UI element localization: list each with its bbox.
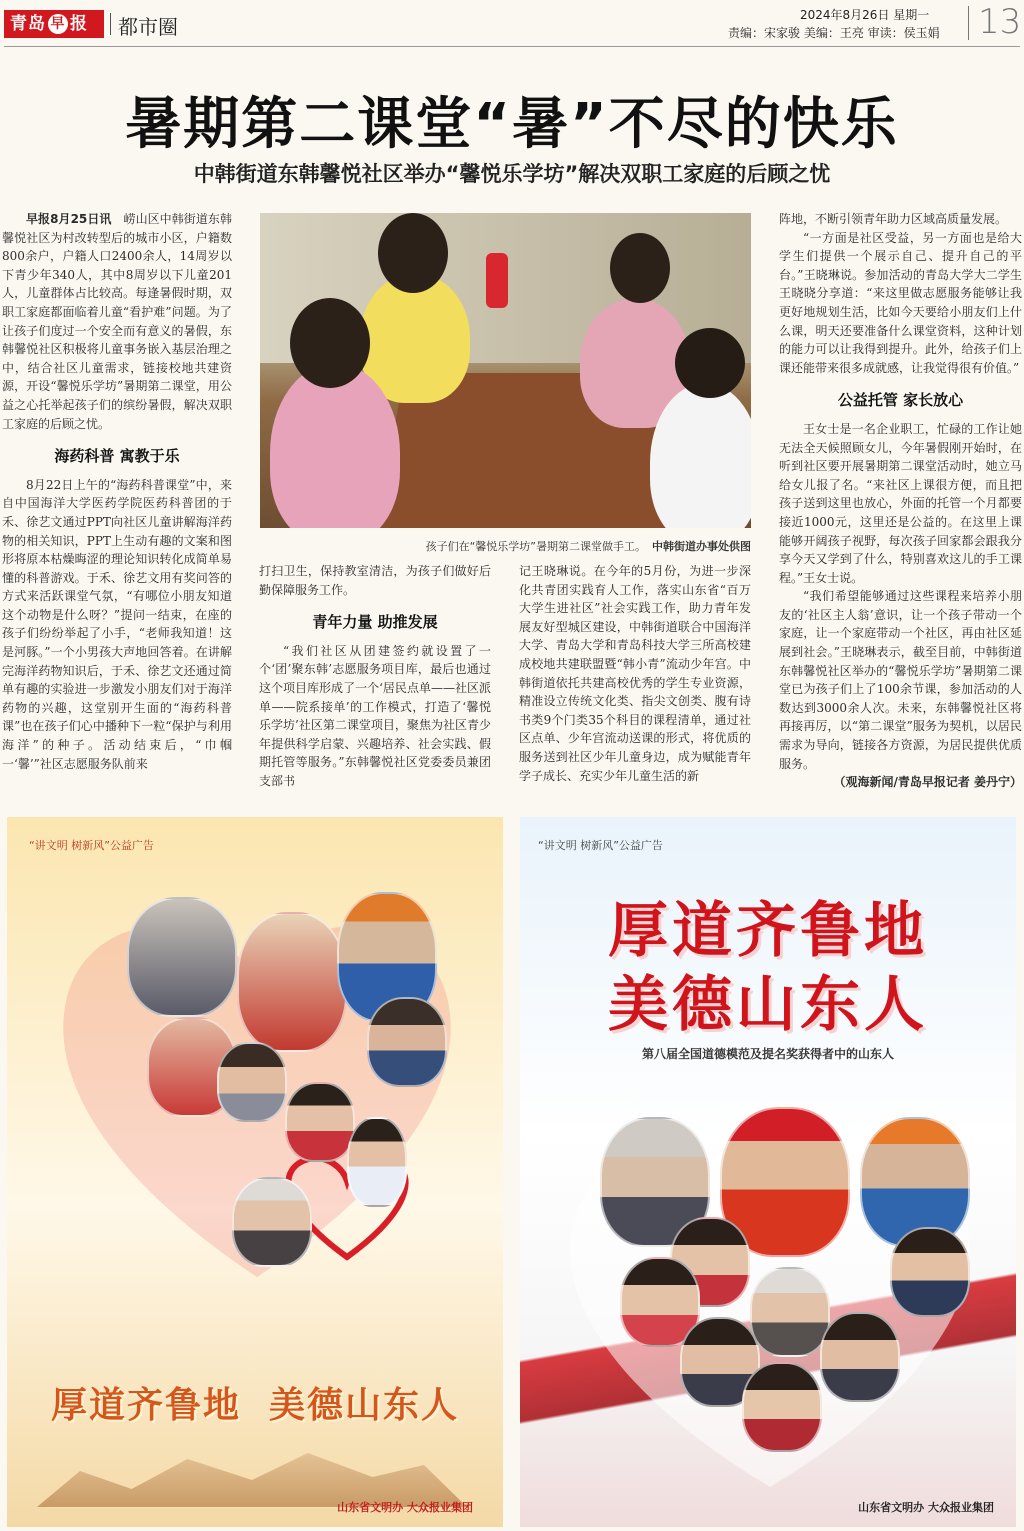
portrait-photo [750,1267,830,1357]
portrait-photo [742,1362,822,1452]
ad-footer: 山东省文明办 大众报业集团 [858,1501,994,1514]
article-paragraph: 8月22日上午的“海药科普课堂”中，来自中国海洋大学医药学院医药科普团的于禾、徐艺文通过PPT向社区儿童讲解海洋药物的相关知识，PPT上生动有趣的文案和图形将原本枯燥晦涩的理论知识转化成简单易懂的科普游戏。于禾、徐艺文用有奖问答的方式来活跃课堂气氛，“有哪位小朋友知道这个动物是什么呀？”提问一结束，在座的孩子们纷纷举起了小手，“老师我知道！这是河豚。”一个小男孩大声地回答着。在讲解完海洋药物知识后，于禾、徐艺文还通过简单有趣的实验进一步激发小朋友们对于海洋药物的兴趣，这堂别开生面的“海药科普课”也在孩子们心中播种下一粒“保护与利用海洋”的种子。活动结束后，“巾帼一‘馨’”社区志愿服务队前来 [2,477,232,771]
lead-text: 崂山区中韩街道东韩馨悦社区为村改转型后的城市小区，户籍数800余户，户籍人口2400余人，14周岁以下青少年340人，其中8周岁以下儿童201人，儿童群体占比较高。每逢暑假时期，双职工家庭都面临着儿童“看护难”问题。为了让孩子们度过一个安全而有意义的暑假，东韩馨悦社区积极将儿童事务嵌入基层治理之中，结合社区儿童需求，链接校地共建资源，开设“馨悦乐学坊”暑期第二课堂，用公益之心托举起孩子们的缤纷暑假，解决双职工家庭的后顾之忧。 [2,212,232,431]
portrait-photo [820,1312,900,1402]
article-paragraph: 王女士是一名企业职工，忙碌的工作让她无法全天候照顾女儿，今年暑假刚开始时，在听到社区要开展暑期第二课堂活动时，她立马给女儿报了名。“来社区上课很方便，而且把孩子送到这里也放心，外面的托管一个月都要接近1000元，这里还是公益的。在这里上课能够开阔孩子视野，每次孩子回家都会跟我分享今天又学到了什么，特别喜欢这儿的手工课程。”王女士说。 [779,421,1022,585]
dateline: 2024年8月26日 星期一 [800,8,930,22]
section-subhead-3: 公益托管 家长放心 [837,391,964,410]
ad-footer: 山东省文明办 大众报业集团 [337,1501,473,1514]
lead-paragraph [2,210,232,433]
page-number-divider [968,6,969,40]
portrait-photo [347,1117,407,1207]
photo-water-bottle [486,253,508,308]
section-name: 都市圈 [118,11,178,40]
article-column-3 [519,562,751,792]
article-headline: 暑期第二课堂“暑”不尽的快乐 [125,92,899,157]
photo-caption [260,538,751,554]
ad-left-title-part1: 厚道齐鲁地 [50,1385,241,1426]
photo-child-head [675,328,745,398]
masthead-rule [4,46,1020,47]
portrait-photo [237,912,347,1052]
portrait-photo [367,997,447,1087]
article-subheadline: 中韩街道东韩馨悦社区举办“馨悦乐学坊”解决双职工家庭的后顾之忧 [193,162,831,186]
logo-text-left: 青岛 [10,14,46,34]
article-paragraph: 阵地，不断引领青年助力区域高质量发展。 [779,212,1008,226]
newspaper-logo [4,10,104,38]
logo-text-right: 报 [70,14,88,34]
ad-tag: “讲文明 树新风”公益广告 [29,839,154,852]
public-service-ad-right [520,817,1016,1527]
portrait-photo [860,1117,970,1247]
public-service-ad-left [7,817,503,1527]
article-photo [260,213,751,528]
photo-child-head [378,213,448,293]
page-number: 13 [978,2,1022,42]
ad-right-title-line1: 厚道齐鲁地 [608,896,928,966]
article-paragraph: 记王晓琳说。在今年的5月份，为进一步深化共青团实践育人工作，落实山东省“百万大学生进社区”社会实践工作，助力青年发展友好型城区建设，中韩街道联合中国海洋大学、青岛大学和青岛科技大学三所高校建成校地共建联盟暨“韩小青”流动少年宫。中韩街道依托共建高校优秀的学生专业资源，精准设立传统文化类、指尖文创类、腹有诗书类9个门类35个科目的课程清单，通过社区点单、少年宫流动送课的形式，将优质的服务送到社区少年儿童身边，成为赋能青年学子成长、充实少年儿童生活的新 [519,564,751,783]
portrait-photo [890,1227,970,1317]
photo-child-head [290,298,370,388]
article-paragraph: “我们希望能够通过这些课程来培养小朋友的‘社区主人翁’意识，让一个孩子带动一个家庭，让一个家庭带动一个社区，再由社区延展到社会。”王晓琳表示，截至目前，中韩街道东韩馨悦社区举办的“馨悦乐学坊”暑期第二课堂已为孩子们上了100余节课，参加活动的人数达到3000余人次。未来，东韩馨悦社区将再接再厉，以“第二课堂”服务为契机，以居民需求为导向，链接各方资源，为居民提供优质服务。 [779,589,1022,771]
article-paragraph: “我们社区从团建签约就设置了一个‘团’聚东韩’志愿服务项目库，最后也通过这个项目库形成了一个‘居民点单——社区派单——院系接单’的工作模式，打造了‘馨悦乐学坊’社区第二课堂项目，聚焦为社区青少年提供科学启蒙、兴趣培养、社会实践、假期托管等服务。”东韩馨悦社区党委委员兼团支部书 [259,643,491,788]
mountain-illustration [37,1447,467,1507]
article-byline: （观海新闻/青岛早报记者 姜丹宁） [833,775,1022,790]
portrait-photo [217,1042,287,1122]
lead-tag: 早报8月25日讯 [26,212,112,226]
ad-left-title-part2: 美德山东人 [269,1385,460,1426]
editorial-staff: 责编：宋家骏 美编：王亮 审读：侯玉娟 [728,26,940,40]
article-column-2 [259,562,491,792]
portrait-photo [285,1082,355,1162]
masthead [0,0,1024,46]
portrait-photo [232,1177,312,1267]
photo-credit: 中韩街道办事处供图 [652,540,751,553]
photo-child-head [610,233,670,303]
ad-right-title-line2: 美德山东人 [608,970,928,1040]
portrait-photo [127,897,237,1017]
article-paragraph: “一方面是社区受益，另一方面也是给大学生们提供一个展示自己、提升自己的平台。”王晓琳说。参加活动的青岛大学大二学生王晓晓分享道：“来这里做志愿服务能够让我更好地规划生活，比如今天要给小朋友们上什么课，明天还要准备什么课堂资料，这种计划的能力可以让我得到提升。此外，给孩子们上课还能带来很多成就感，让我觉得很有价值。” [779,230,1022,375]
photo-child-body [270,363,400,528]
section-subhead-2: 青年力量 助推发展 [312,613,438,632]
logo-badge: 早 [48,14,68,34]
ad-tag: “讲文明 树新风”公益广告 [538,839,663,852]
article-paragraph: 打扫卫生，保持教室清洁，为孩子们做好后勤保障服务工作。 [259,564,491,597]
ad-right-subtitle: 第八届全国道德模范及提名奖获得者中的山东人 [641,1047,894,1061]
section-subhead-1: 海药科普 寓教于乐 [54,447,180,466]
article-column-4 [779,210,1022,790]
ad-left-title [7,1377,503,1428]
caption-text: 孩子们在“馨悦乐学坊”暑期第二课堂做手工。 [425,540,646,553]
article-column-1 [2,210,232,790]
